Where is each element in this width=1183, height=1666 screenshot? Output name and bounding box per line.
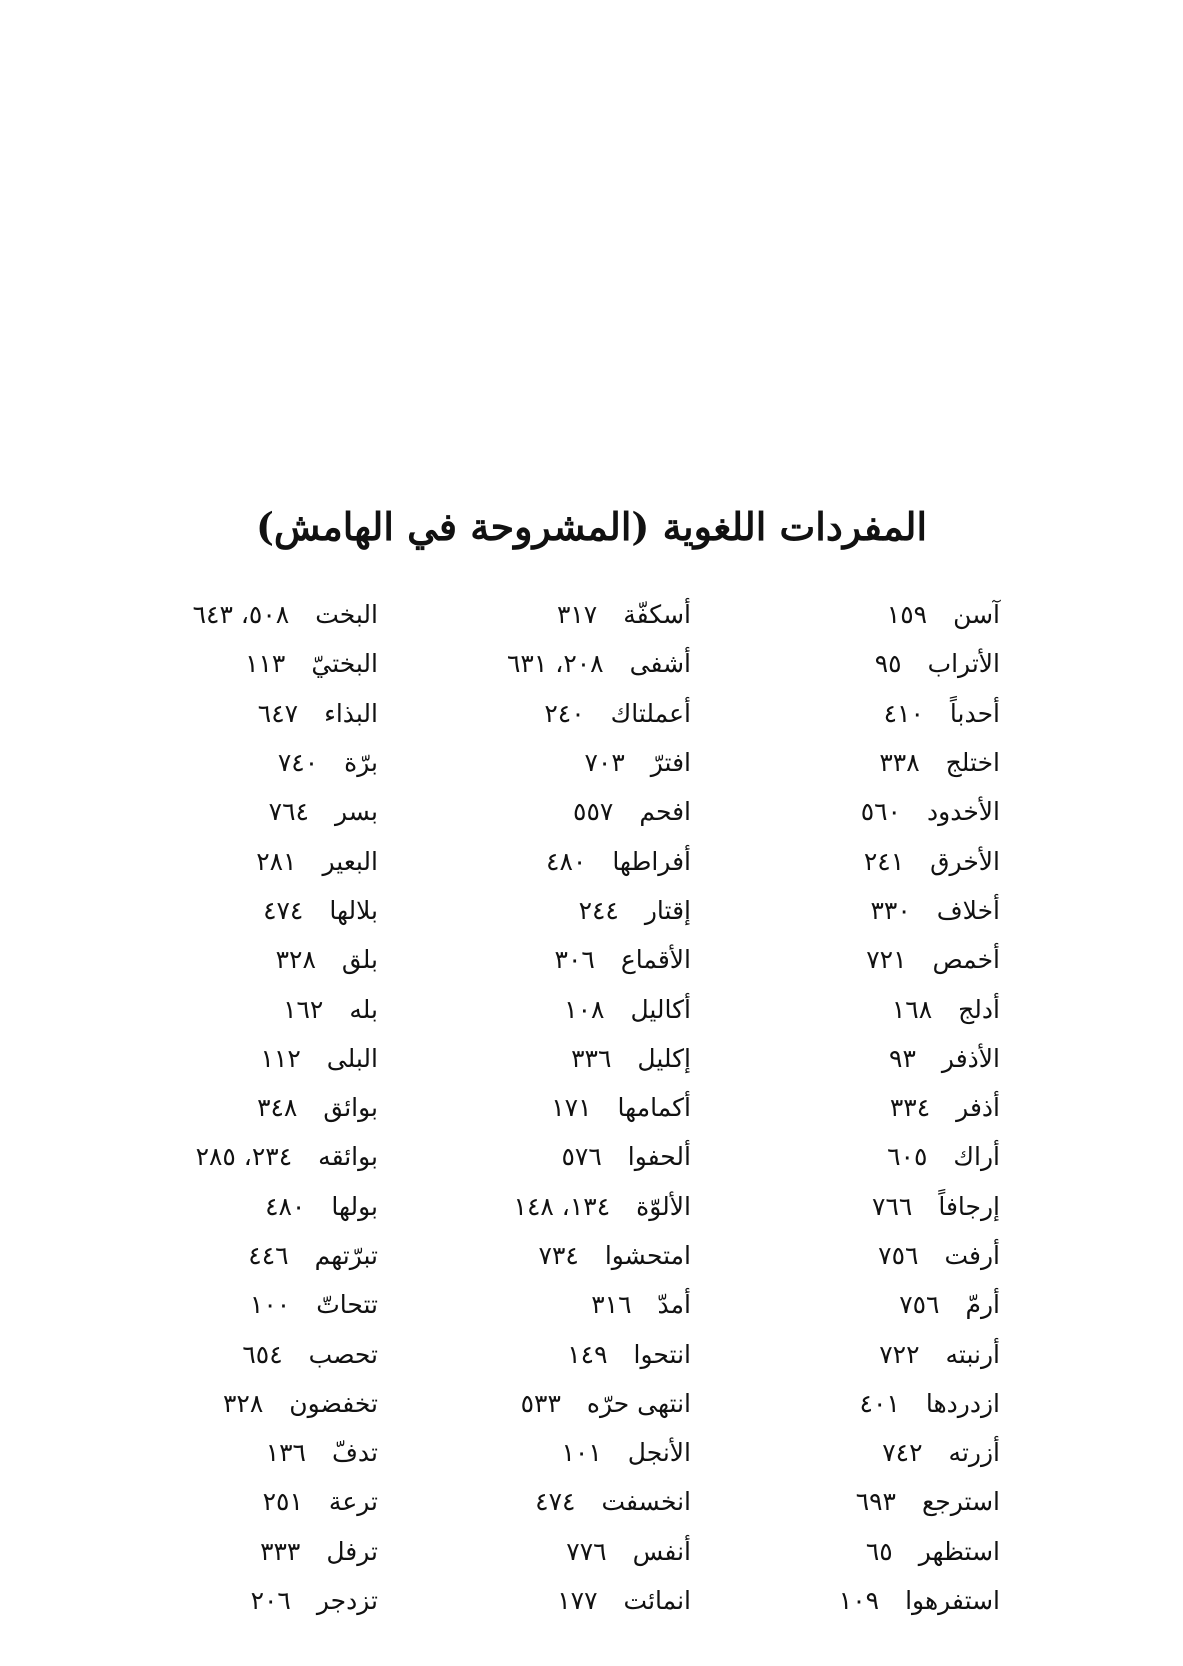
index-word: أمدّ: [657, 1290, 691, 1320]
page-reference: ١٣٤، ١٤٨: [513, 1191, 611, 1221]
page-reference: ١١٢: [260, 1043, 301, 1073]
page-reference: ٥٠٨، ٦٤٣: [192, 600, 290, 630]
page-reference: ٣٣٣: [260, 1536, 301, 1566]
index-word: بولها: [331, 1191, 378, 1221]
page-reference: ٢٥١: [262, 1487, 303, 1517]
page-reference: ١٧١: [551, 1093, 592, 1123]
index-word: بلق: [341, 945, 378, 975]
index-entry: [800, 1379, 1000, 1428]
index-entry: [138, 1280, 378, 1329]
page-reference: ٧٠٣: [584, 748, 625, 778]
page-reference: ٣٣٠: [870, 895, 911, 925]
index-word: أزرته: [948, 1438, 1000, 1468]
index-word: بوائقه: [318, 1142, 378, 1172]
index-word: تبرّتهم: [314, 1241, 378, 1270]
index-word: أذفر: [956, 1093, 1000, 1123]
index-entry: [451, 1428, 691, 1477]
index-word: استظهر: [918, 1536, 1000, 1566]
index-entry: [800, 738, 1000, 787]
index-word: بله: [349, 994, 378, 1024]
index-word: إرجافاً: [938, 1191, 1000, 1221]
index-entry: [138, 1182, 378, 1231]
index-entry: [800, 935, 1000, 984]
page-reference: ١٥٩: [886, 600, 928, 630]
index-column-right: [800, 590, 1000, 1625]
page-reference: ١٦٨: [891, 994, 933, 1024]
index-entry: [138, 886, 378, 935]
index-entry: [451, 836, 691, 885]
index-entry: [451, 590, 691, 639]
page-reference: ٧٥٦: [899, 1290, 940, 1320]
index-column-middle: [451, 590, 691, 1625]
index-word: تدفّ: [332, 1438, 378, 1468]
index-entry: [451, 1576, 691, 1625]
page-reference: ٧٤٢: [882, 1438, 923, 1468]
index-word: الأخدود: [927, 797, 1000, 827]
index-entry: [138, 935, 378, 984]
page-reference: ٣١٧: [556, 600, 598, 630]
index-entry: [451, 1182, 691, 1231]
index-entry: [451, 639, 691, 688]
index-entry: [138, 1379, 378, 1428]
index-word: البلى: [326, 1043, 378, 1073]
index-entry: [138, 1231, 378, 1280]
index-word: أشفى: [629, 649, 691, 679]
page-reference: ٧٦٤: [268, 797, 309, 827]
index-entry: [800, 984, 1000, 1033]
index-entry: [138, 738, 378, 787]
index-entry: [800, 590, 1000, 639]
index-column-left: [138, 590, 378, 1625]
page-reference: ٣٢٨: [275, 945, 316, 975]
page-reference: ٢٤١: [863, 846, 905, 876]
index-entry: [138, 1034, 378, 1083]
page-reference: ٧٧٦: [566, 1536, 607, 1566]
index-entry: [451, 984, 691, 1033]
index-entry: [451, 1379, 691, 1428]
index-entry: [800, 689, 1000, 738]
index-word: أرفت: [944, 1241, 1000, 1270]
page-title: المفردات اللغوية (المشروحة في الهامش): [255, 504, 928, 550]
index-entry: [451, 1034, 691, 1083]
index-entry: [451, 886, 691, 935]
index-word: أكمامها: [617, 1093, 691, 1123]
page-reference: ١٠١: [561, 1438, 602, 1468]
page-reference: ٢٨١: [256, 846, 297, 876]
page-reference: ١٠٨: [564, 994, 605, 1024]
index-word: إكليل: [637, 1043, 691, 1073]
index-word: ألحفوا: [627, 1142, 691, 1172]
index-word: البخت: [315, 600, 378, 630]
index-word: أنفس: [632, 1536, 691, 1566]
page-reference: ٣٢٨: [223, 1388, 264, 1418]
page-reference: ٣٤٨: [257, 1093, 298, 1123]
index-word: آسن: [953, 600, 1000, 630]
page-reference: ١٦٢: [283, 994, 324, 1024]
index-word: أسكفّة: [623, 600, 691, 630]
page-reference: ٦٠٥: [887, 1142, 928, 1172]
index-word: البختيّ: [311, 649, 378, 679]
index-word: تخفضون: [289, 1388, 378, 1418]
index-entry: [451, 1329, 691, 1378]
index-entry: [800, 836, 1000, 885]
index-entry: [800, 1132, 1000, 1181]
index-entry: [800, 1527, 1000, 1576]
page-reference: ٢٤٤: [578, 895, 619, 925]
page-reference: ١٠٠: [249, 1290, 291, 1320]
index-entry: [451, 689, 691, 738]
page-reference: ٥٧٦: [561, 1142, 602, 1172]
page-reference: ٤٧٤: [263, 895, 304, 925]
page-reference: ٧٢٢: [879, 1339, 920, 1369]
index-entry: [138, 590, 378, 639]
index-word: تتحاتّ: [316, 1290, 378, 1320]
page-reference: ٣٠٦: [554, 945, 595, 975]
index-entry: [138, 1428, 378, 1477]
index-entry: [800, 1182, 1000, 1231]
page-reference: ٣٣٤: [889, 1093, 931, 1123]
index-word: بوائق: [323, 1093, 378, 1123]
index-word: الأخرق: [930, 846, 1000, 876]
index-word: أكاليل: [630, 994, 691, 1024]
index-entry: [451, 1231, 691, 1280]
index-word: أخلاف: [936, 895, 1000, 925]
page-reference: ٤٠١: [859, 1388, 900, 1418]
page-reference: ٩٥: [874, 649, 902, 679]
index-entry: [138, 836, 378, 885]
index-entry: [451, 1083, 691, 1132]
index-word: البذاء: [324, 698, 378, 728]
index-entry: [800, 886, 1000, 935]
page-reference: ٧٤٠: [277, 748, 319, 778]
index-word: أرنبته: [945, 1339, 1000, 1369]
page-reference: ١٤٩: [567, 1339, 608, 1369]
page-reference: ١٧٧: [557, 1586, 598, 1616]
index-word: امتحشوا: [604, 1241, 691, 1270]
index-word: انتهى حرّه: [586, 1388, 691, 1418]
page-reference: ١١٣: [245, 649, 286, 679]
index-word: انتحوا: [633, 1339, 691, 1369]
page-reference: ٦٩٣: [855, 1487, 896, 1517]
index-word: انمائت: [623, 1586, 691, 1616]
index-entry: [138, 1576, 378, 1625]
index-word: أعملتاك: [610, 698, 691, 728]
page-reference: ٧٣٤: [538, 1241, 579, 1270]
page-reference: ١٣٦: [265, 1438, 306, 1468]
page-reference: ٤٨٠: [546, 846, 587, 876]
index-word: افحم: [639, 797, 691, 827]
index-entry: [138, 1527, 378, 1576]
index-word: الألوّة: [636, 1191, 691, 1221]
index-word: بسر: [334, 797, 378, 827]
page-reference: ٦٤٧: [257, 698, 299, 728]
index-word: ازدردها: [925, 1388, 1000, 1418]
page-reference: ٤٨٠: [265, 1191, 306, 1221]
index-entry: [800, 1477, 1000, 1526]
index-entry: [138, 1083, 378, 1132]
page-reference: ٣٣٦: [571, 1043, 612, 1073]
page-reference: ٥٥٧: [573, 797, 614, 827]
index-word: استفرهوا: [905, 1586, 1000, 1616]
index-word: إقتار: [644, 895, 691, 925]
index-word: أحدباً: [949, 698, 1000, 728]
index-word: انخسفت: [601, 1487, 691, 1517]
index-entry: [800, 1428, 1000, 1477]
index-word: الأقماع: [620, 945, 691, 975]
index-entry: [800, 1576, 1000, 1625]
page-reference: ٥٣٣: [520, 1388, 561, 1418]
index-entry: [800, 1329, 1000, 1378]
index-word: برّة: [344, 748, 378, 778]
page-reference: ٧٢١: [866, 945, 907, 975]
index-entry: [138, 639, 378, 688]
page-reference: ٥٦٠: [860, 797, 901, 827]
page-reference: ٤٤٦: [248, 1241, 289, 1270]
page-reference: ٧٦٦: [872, 1191, 913, 1221]
index-entry: [138, 689, 378, 738]
index-entry: [451, 787, 691, 836]
index-word: أرمّ: [965, 1290, 1000, 1320]
index-word: البعير: [322, 846, 378, 876]
index-word: أراك: [953, 1142, 1000, 1172]
page-reference: ١٠٩: [838, 1586, 880, 1616]
index-entry: [138, 1477, 378, 1526]
index-word: الأنجل: [627, 1438, 691, 1468]
index-word: أخمص: [932, 945, 1000, 975]
page-reference: ٣١٦: [591, 1290, 632, 1320]
index-entry: [800, 1231, 1000, 1280]
page-reference: ٢٠٨، ٦٣١: [507, 649, 604, 679]
page-reference: ٢٣٤، ٢٨٥: [195, 1142, 293, 1172]
page-reference: ٤٧٤: [535, 1487, 576, 1517]
index-word: استرجع: [922, 1487, 1000, 1517]
index-entry: [138, 984, 378, 1033]
page-reference: ٩٣: [889, 1043, 916, 1073]
index-word: تحصب: [308, 1339, 378, 1369]
index-word: ترعة: [328, 1487, 378, 1517]
index-word: أدلج: [958, 994, 1000, 1024]
index-entry: [451, 935, 691, 984]
page-reference: ٧٥٦: [878, 1241, 919, 1270]
index-entry: [138, 1132, 378, 1181]
index-word: أفراطها: [612, 846, 691, 876]
index-word: افترّ: [650, 748, 691, 778]
page-reference: ٢٠٦: [250, 1586, 291, 1616]
index-entry: [451, 738, 691, 787]
index-entry: [800, 1280, 1000, 1329]
index-word: تزدجر: [316, 1586, 378, 1616]
index-entry: [138, 787, 378, 836]
index-entry: [451, 1527, 691, 1576]
index-entry: [800, 1034, 1000, 1083]
index-word: الأذفر: [941, 1043, 1000, 1073]
page-reference: ٣٣٨: [879, 748, 920, 778]
index-entry: [800, 1083, 1000, 1132]
index-entry: [800, 787, 1000, 836]
page-reference: ٦٥: [865, 1536, 893, 1566]
index-entry: [451, 1280, 691, 1329]
index-entry: [451, 1132, 691, 1181]
index-word: الأتراب: [927, 649, 1000, 679]
index-word: ترفل: [326, 1536, 378, 1566]
index-entry: [138, 1329, 378, 1378]
page-reference: ٦٥٤: [242, 1339, 283, 1369]
index-word: بلالها: [329, 895, 378, 925]
index-entry: [800, 639, 1000, 688]
index-entry: [451, 1477, 691, 1526]
index-word: اختلج: [945, 748, 1000, 778]
page-reference: ٤١٠: [883, 698, 924, 728]
page-reference: ٢٤٠: [544, 698, 585, 728]
